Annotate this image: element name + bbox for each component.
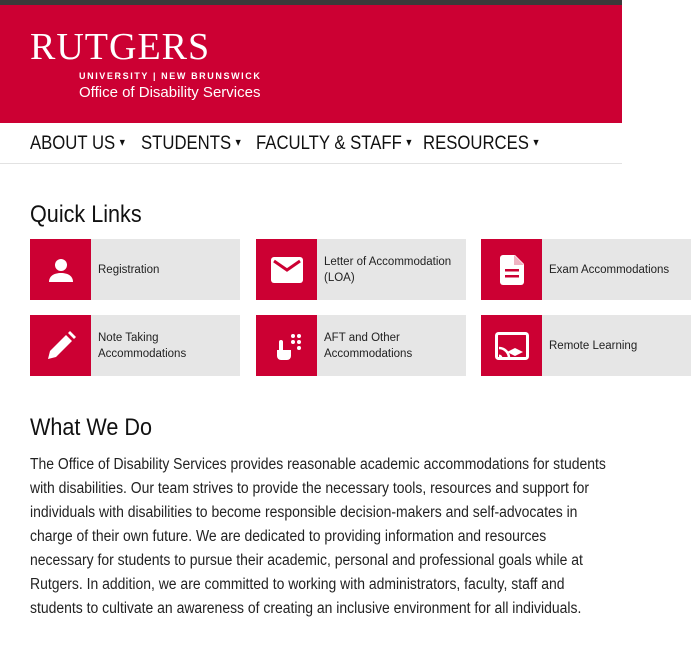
- nav-label: FACULTY & STAFF: [256, 133, 402, 154]
- person-icon: [30, 239, 91, 300]
- tile-aft-accommodations[interactable]: [256, 315, 466, 376]
- rutgers-logo[interactable]: RUTGERS: [30, 26, 211, 68]
- nav-faculty-staff[interactable]: [256, 133, 412, 155]
- tile-letter-of-accommodation[interactable]: [256, 239, 466, 300]
- tile-label: Exam Accommodations: [549, 263, 670, 276]
- logo-office-name[interactable]: Office of Disability Services: [79, 84, 261, 101]
- nav-students[interactable]: [141, 133, 241, 155]
- document-icon: [481, 239, 542, 300]
- nav-resources[interactable]: [423, 133, 539, 155]
- tile-label: Note Taking Accommodations: [98, 331, 187, 360]
- cast-icon: [481, 315, 542, 376]
- tile-label: Letter of Accommodation (LOA): [324, 255, 452, 284]
- logo-university-line: UNIVERSITY | NEW BRUNSWICK: [79, 71, 262, 81]
- tile-label: AFT and Other Accommodations: [324, 331, 413, 360]
- nav-label: STUDENTS: [141, 133, 232, 154]
- envelope-icon: [256, 239, 317, 300]
- caret-down-icon: ▾: [235, 135, 241, 149]
- site-header: [0, 5, 622, 123]
- what-we-do-paragraph: The Office of Disability Services provides reasonable academic accommodations for students with disabilities. Our team strives to provide the necessary tools, resources and support for individuals with disabilities to become responsible decision-makers and self-advocates in charge of their own future. We are dedicated to providing information and resources necessary for students to pursue their academic, personal and professional goals while at Rutgers. In addition, we are committed to working with administrators, faculty, staff and students to cultivate an awareness of creating an inclusive environment for all individuals.: [30, 456, 606, 617]
- tile-note-taking[interactable]: [30, 315, 240, 376]
- what-we-do-title: What We Do: [30, 414, 153, 441]
- caret-down-icon: ▾: [406, 135, 412, 149]
- tile-remote-learning[interactable]: [481, 315, 691, 376]
- caret-down-icon: ▾: [533, 135, 539, 149]
- nav-label: RESOURCES: [423, 133, 529, 154]
- nav-about-us[interactable]: [30, 133, 125, 155]
- tile-exam-accommodations[interactable]: [481, 239, 691, 300]
- caret-down-icon: ▾: [119, 135, 125, 149]
- touch-icon: [256, 315, 317, 376]
- tile-label: Registration: [98, 263, 160, 276]
- main-nav: [0, 123, 622, 164]
- tile-registration[interactable]: [30, 239, 240, 300]
- tile-label: Remote Learning: [549, 339, 638, 352]
- quick-links-title: Quick Links: [30, 201, 142, 228]
- pencil-icon: [30, 315, 91, 376]
- nav-label: ABOUT US: [30, 133, 116, 154]
